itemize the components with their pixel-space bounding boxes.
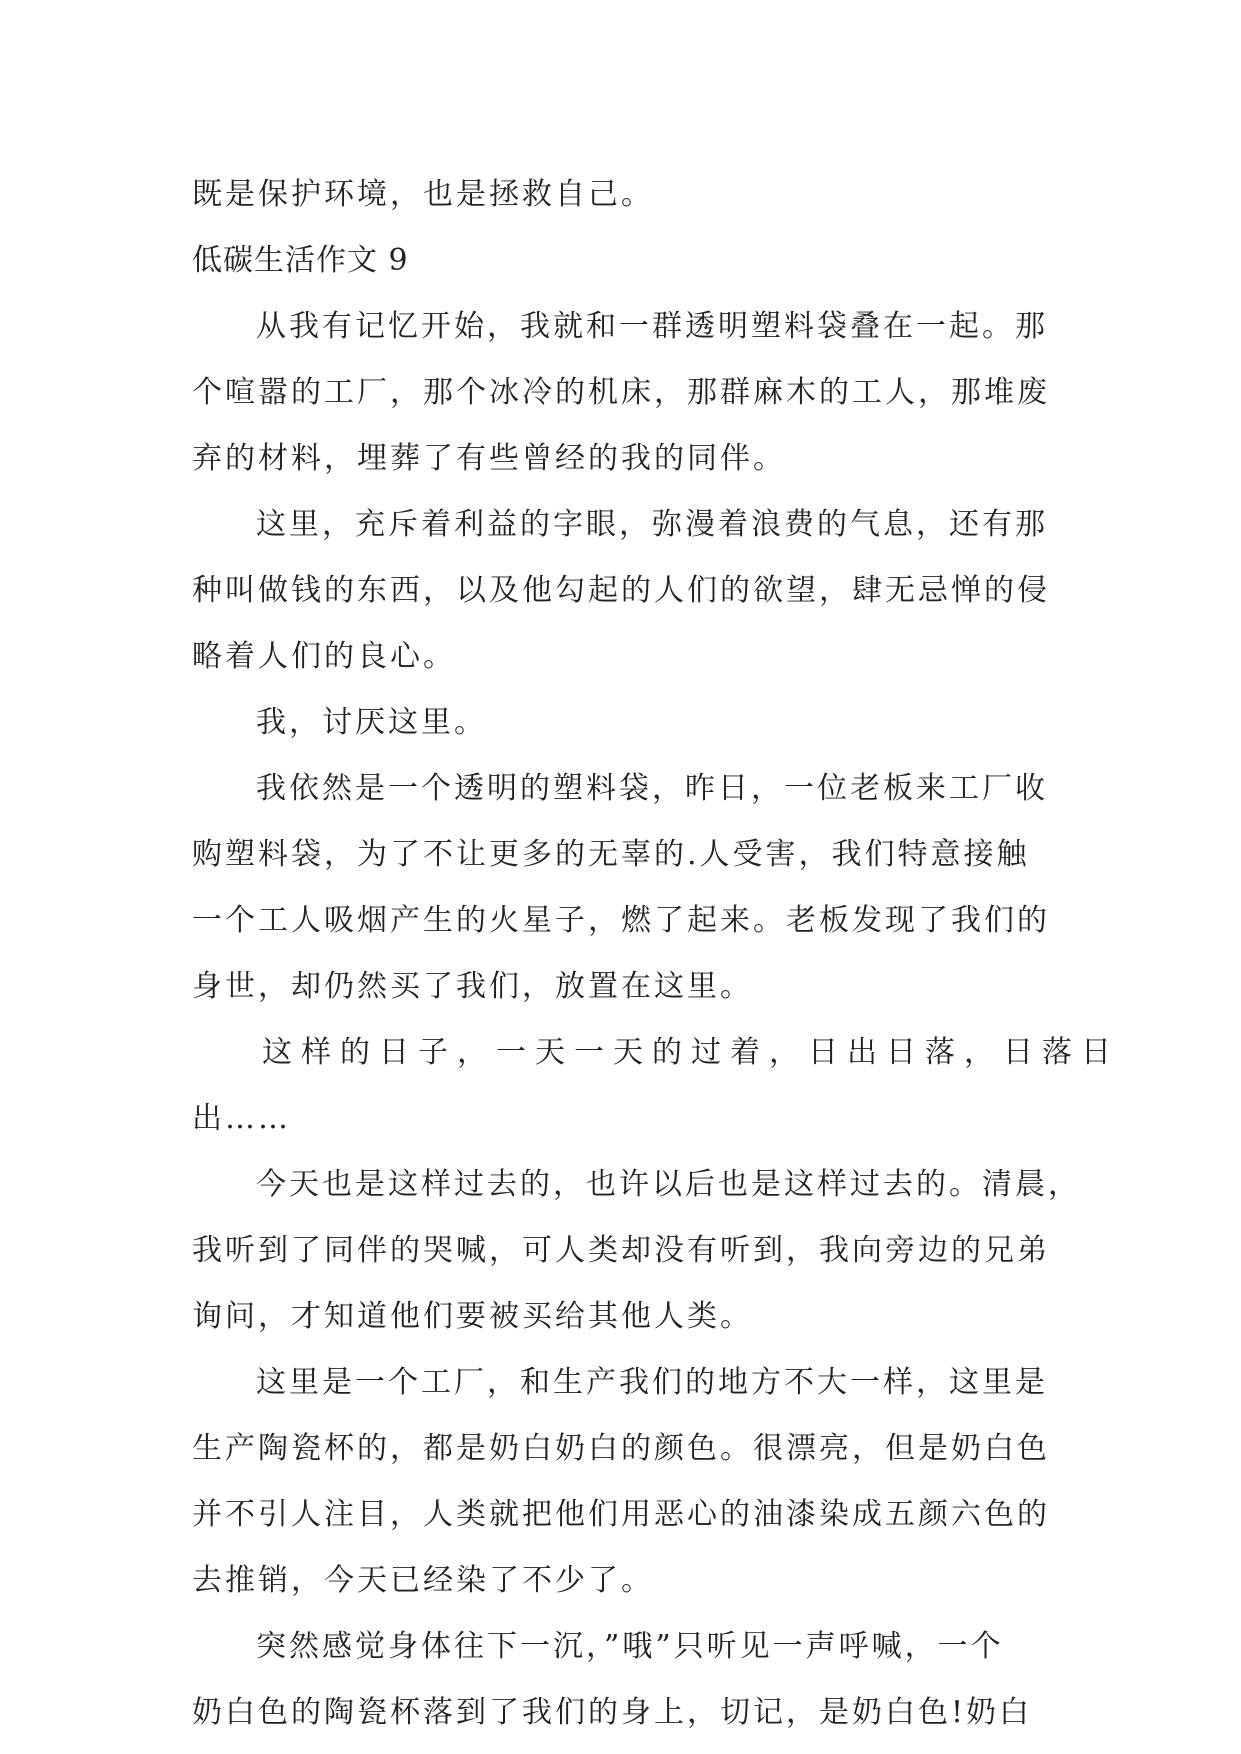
paragraph-line: 弃的材料，埋葬了有些曾经的我的同伴。 [192, 441, 786, 476]
paragraph-line: 我听到了同伴的哭喊，可人类却没有听到，我向旁边的兄弟 [192, 1233, 1050, 1268]
paragraph-line: 并不引人注目，人类就把他们用恶心的油漆染成五颜六色的 [192, 1497, 1050, 1532]
paragraph-line: 询问，才知道他们要被买给其他人类。 [192, 1299, 753, 1334]
paragraph-line: 生产陶瓷杯的，都是奶白奶白的颜色。很漂亮，但是奶白色 [192, 1431, 1050, 1466]
paragraph-line: 身世，却仍然买了我们，放置在这里。 [192, 969, 753, 1004]
paragraph-line: 从我有记忆开始，我就和一群透明塑料袋叠在一起。那 [256, 309, 1048, 344]
paragraph-line: 购塑料袋，为了不让更多的无辜的.人受害，我们特意接触 [192, 837, 1030, 872]
paragraph-line: 略着人们的良心。 [192, 639, 456, 674]
paragraph-line: 今天也是这样过去的，也许以后也是这样过去的。清晨， [256, 1167, 1081, 1202]
paragraph-line: 这里是一个工厂，和生产我们的地方不大一样，这里是 [256, 1365, 1048, 1400]
paragraph-line: 这里，充斥着利益的字眼，弥漫着浪费的气息，还有那 [256, 507, 1048, 542]
paragraph-line: 我依然是一个透明的塑料袋，昨日，一位老板来工厂收 [256, 771, 1048, 806]
essay-title: 低碳生活作文 9 [192, 243, 409, 278]
paragraph-line: 出…… [192, 1101, 291, 1136]
paragraph-line: 突然感觉身体往下一沉，”哦”只听见一声呼喊，一个 [256, 1629, 1004, 1664]
paragraph-line: 这样的日子，一天一天的过着，日出日落，日落日 [262, 1035, 1120, 1070]
text-line: 既是保护环境，也是拯救自己。 [192, 177, 654, 212]
paragraph-line: 去推销，今天已经染了不少了。 [192, 1563, 654, 1598]
paragraph-line: 奶白色的陶瓷杯落到了我们的身上，切记，是奶白色!奶白 [192, 1695, 1033, 1730]
paragraph-line: 个喧嚣的工厂，那个冰冷的机床，那群麻木的工人，那堆废 [192, 375, 1050, 410]
paragraph-line: 一个工人吸烟产生的火星子，燃了起来。老板发现了我们的 [192, 903, 1050, 938]
paragraph-line: 我，讨厌这里。 [256, 705, 487, 740]
document-body [192, 162, 1120, 1746]
paragraph-line: 种叫做钱的东西，以及他勾起的人们的欲望，肆无忌惮的侵 [192, 573, 1050, 608]
